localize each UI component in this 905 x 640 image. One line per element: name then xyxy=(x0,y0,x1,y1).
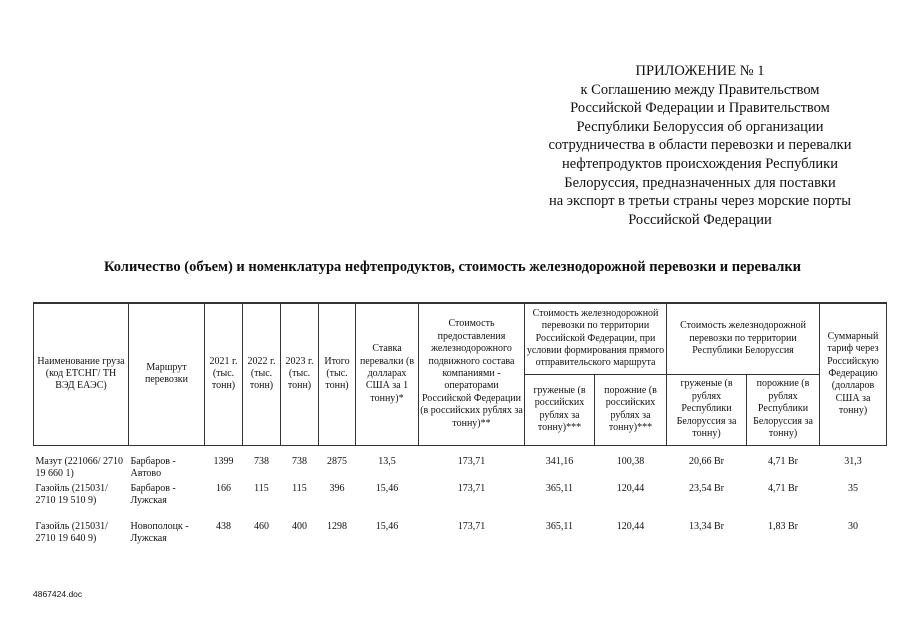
cell-by-empty: 1,83 Br xyxy=(768,521,799,532)
cell-by-empty: 4,71 Br xyxy=(768,483,799,494)
cell-route: Новополоцк - Лужская xyxy=(130,521,189,545)
cell-name: Газойль (215031/ 2710 19 640 9) xyxy=(35,521,108,545)
header-by-group: Стоимость железнодорожной перевозки по территории Республики Белоруссия xyxy=(667,303,820,374)
cell-total: 1298 xyxy=(327,521,347,532)
annex-line: Белоруссия, предназначенных для поставки xyxy=(564,174,836,191)
cell-2021: 1399 xyxy=(213,455,234,467)
cell-ru-loaded: 365,11 xyxy=(545,483,574,494)
header-ru-group: Стоимость железнодорожной перевозки по территории Российской Федерации, при условии формирования прямого отправительского маршрута xyxy=(525,303,667,374)
annex-line: Республики Белоруссия об организации xyxy=(576,118,824,135)
cell-2023: 115 xyxy=(292,483,307,494)
cell-2022: 460 xyxy=(254,521,269,532)
cell-summary: 30 xyxy=(848,521,859,532)
cell-2022: 115 xyxy=(254,483,269,494)
cell-2023: 400 xyxy=(292,521,307,532)
header-name: Наименование груза (код ЕТСНГ/ ТН ВЭД ЕАЭС) xyxy=(34,303,129,445)
cell-2021: 166 xyxy=(216,483,231,494)
table-row xyxy=(34,483,887,521)
header-2022: 2022 г. (тыс. тонн) xyxy=(243,303,281,445)
cell-ru-loaded: 365,11 xyxy=(545,521,574,532)
table-row xyxy=(34,445,887,483)
table-title: Количество (объем) и номенклатура нефтепродуктов, стоимость железнодорожной перевозки и перевалки xyxy=(103,259,802,275)
header-2021: 2021 г. (тыс. тонн) xyxy=(205,303,243,445)
header-by-loaded: груженые (в рублях Республики Белоруссия за тонну) xyxy=(667,374,747,445)
header-summary: Суммарный тариф через Российскую Федерацию (долларов США за тонну) xyxy=(820,303,887,445)
annex-line: нефтепродуктов происхождения Республики xyxy=(562,155,838,172)
cell-rolling-stock: 173,71 xyxy=(457,521,486,532)
cell-rate: 15,46 xyxy=(375,483,399,494)
cell-ru-empty: 100,38 xyxy=(616,455,645,467)
header-ru-empty: порожние (в российских рублях за тонну)*** xyxy=(595,374,667,445)
cell-by-loaded: 23,54 Br xyxy=(689,483,725,494)
cell-route: Барбаров - Автово xyxy=(130,455,176,479)
cell-name: Мазут (221066/ 2710 19 660 1) xyxy=(35,455,124,479)
table-row xyxy=(34,521,887,559)
annex-line: Российской Федерации xyxy=(628,211,772,228)
cell-summary: 31,3 xyxy=(844,455,862,467)
header-2023: 2023 г. (тыс. тонн) xyxy=(281,303,319,445)
cell-2021: 438 xyxy=(216,521,231,532)
cell-name: Газойль (215031/ 2710 19 510 9) xyxy=(35,483,108,507)
annex-line: к Соглашению между Правительством xyxy=(580,81,820,98)
header-route: Маршрут перевозки xyxy=(129,303,205,445)
header-rolling-stock: Стоимость предоставления железнодорожного подвижного состава компаниями - операторами Российской Федерации (в российских рублях за тонну)** xyxy=(419,303,525,445)
cell-summary: 35 xyxy=(848,483,859,494)
annex-title: ПРИЛОЖЕНИЕ № 1 xyxy=(635,63,765,79)
document-code: 4867424.doc xyxy=(33,589,83,599)
cell-rate: 13,5 xyxy=(378,455,396,467)
cell-by-loaded: 20,66 Br xyxy=(689,455,725,467)
header-rate: Ставка перевалки (в долларах США за 1 тонну)* xyxy=(356,303,419,445)
annex-line: Российской Федерации и Правительством xyxy=(570,100,830,117)
cell-ru-empty: 120,44 xyxy=(616,483,645,494)
cell-route: Барбаров - Лужская xyxy=(130,483,176,507)
products-table xyxy=(33,302,887,559)
cell-rolling-stock: 173,71 xyxy=(457,483,486,494)
cell-total: 396 xyxy=(329,483,345,494)
header-total: Итого (тыс. тонн) xyxy=(319,303,356,445)
cell-ru-loaded: 341,16 xyxy=(545,455,574,467)
cell-2022: 738 xyxy=(254,455,269,467)
cell-rolling-stock: 173,71 xyxy=(457,455,486,467)
annex-line: сотрудничества в области перевозки и перевалки xyxy=(548,137,852,154)
annex-block xyxy=(500,62,900,229)
cell-2023: 738 xyxy=(292,455,307,467)
cell-rate: 15,46 xyxy=(375,521,399,532)
header-by-empty: порожние (в рублях Республики Белоруссия за тонну) xyxy=(747,374,820,445)
cell-ru-empty: 120,44 xyxy=(616,521,645,532)
cell-by-empty: 4,71 Br xyxy=(768,455,799,467)
header-ru-loaded: груженые (в российских рублях за тонну)*** xyxy=(525,374,595,445)
cell-total: 2875 xyxy=(327,455,347,467)
cell-by-loaded: 13,34 Br xyxy=(689,521,725,532)
annex-line: на экспорт в третьи страны через морские порты xyxy=(548,193,852,210)
